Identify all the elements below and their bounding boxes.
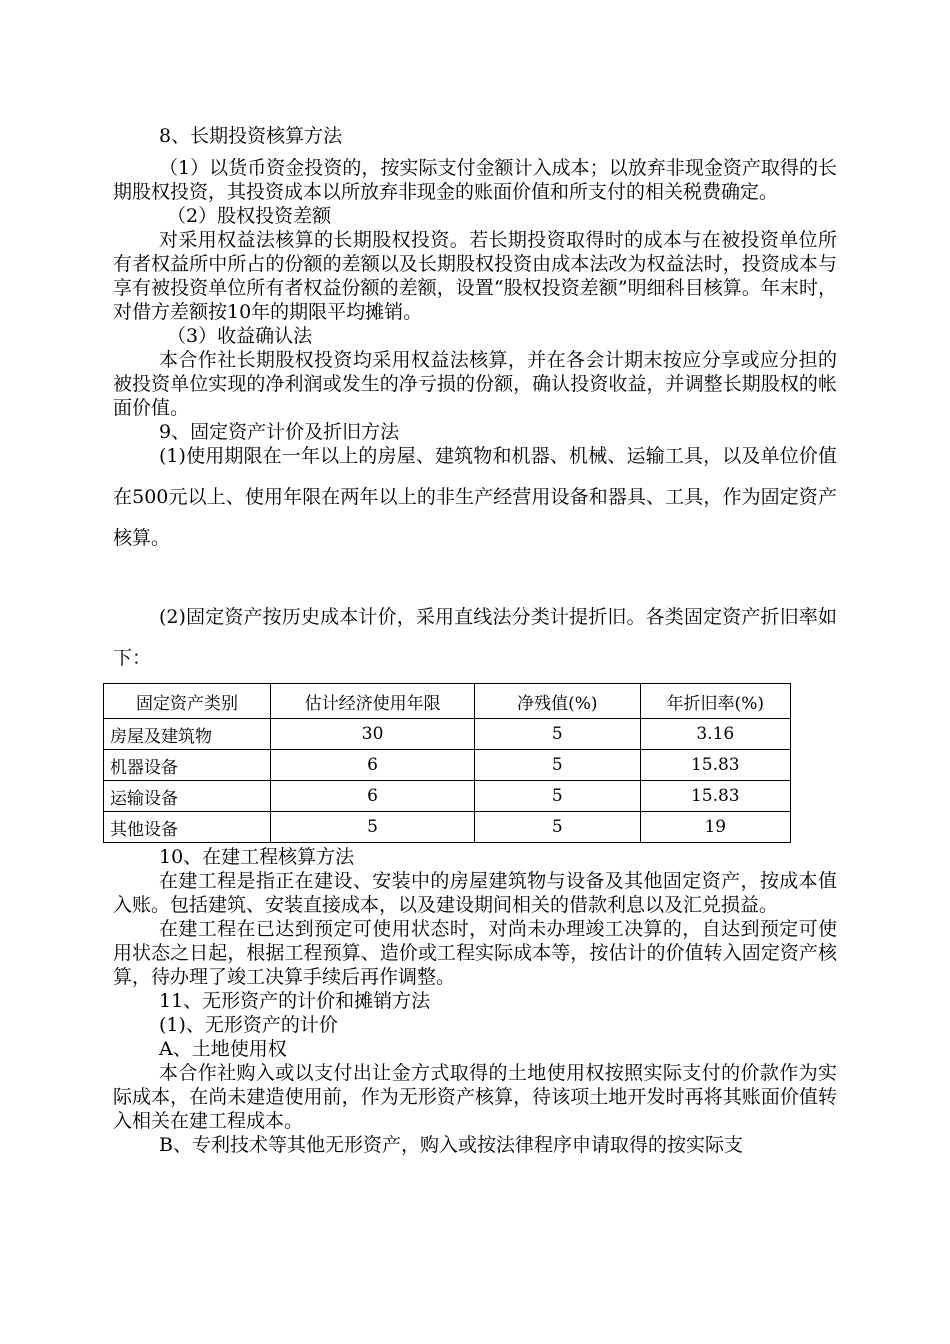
table-cell: 19: [640, 812, 790, 843]
table-cell: 15.83: [640, 750, 790, 781]
table-header-cell: 固定资产类别: [104, 684, 271, 719]
table-cell: 6: [271, 750, 475, 781]
section-8-para-3: 本合作社长期股权投资均采用权益法核算，并在各会计期末按应分享或应分担的被投资单位实现的净利润或发生的净亏损的份额，确认投资收益，并调整长期股权的帐面价值。: [113, 349, 837, 419]
section-8-subheading-2: （2）股权投资差额: [167, 205, 332, 227]
section-11-subheading-a: A、土地使用权: [159, 1038, 287, 1060]
table-header-cell: 净残值(%): [475, 684, 640, 719]
section-9-para-2: (2)固定资产按历史成本计价，采用直线法分类计提折旧。各类固定资产折旧率如下：: [113, 606, 837, 669]
section-9-para-1: (1)使用期限在一年以上的房屋、建筑物和机器、机械、运输工具，以及单位价值在500元以上、使用年限在两年以上的非生产经营用设备和器具、工具，作为固定资产核算。: [113, 445, 837, 549]
table-cell: 机器设备: [104, 750, 271, 781]
table-cell: 房屋及建筑物: [104, 719, 271, 750]
table-cell: 5: [271, 812, 475, 843]
table-cell: 6: [271, 781, 475, 812]
section-8-subheading-3: （3）收益确认法: [167, 325, 313, 347]
section-10-para-1: 在建工程是指正在建设、安装中的房屋建筑物与设备及其他固定资产，按成本值入账。包括建筑、安装直接成本，以及建设期间相关的借款利息以及汇兑损益。: [113, 870, 837, 916]
section-10-para-2: 在建工程在已达到预定可使用状态时，对尚未办理竣工决算的，自达到预定可使用状态之日起，根据工程预算、造价或工程实际成本等，按估计的价值转入固定资产核算，待办理了竣工决算手续后再作调整。: [113, 918, 837, 988]
depreciation-table: [103, 683, 791, 843]
table-row: [104, 781, 791, 812]
table-cell: 5: [475, 812, 640, 843]
table-row: [104, 719, 791, 750]
document-page: [110, 124, 837, 1157]
section-8-para-1: （1）以货币资金投资的，按实际支付金额计入成本；以放弃非现金资产取得的长期股权投资，其投资成本以所放弃非现金的账面价值和所支付的相关税费确定。: [113, 157, 837, 203]
section-8-title: 8、长期投资核算方法: [159, 125, 343, 147]
table-header-cell: 估计经济使用年限: [271, 684, 475, 719]
table-row: [104, 812, 791, 843]
table-cell: 运输设备: [104, 781, 271, 812]
section-11-para-a: 本合作社购入或以支付出让金方式取得的土地使用权按照实际支付的价款作为实际成本，在尚未建造使用前，作为无形资产核算，待该项土地开发时再将其账面价值转入相关在建工程成本。: [113, 1062, 837, 1132]
spacer: [113, 559, 837, 597]
table-cell: 其他设备: [104, 812, 271, 843]
table-header-row: [104, 684, 791, 719]
table-cell: 5: [475, 781, 640, 812]
table-cell: 30: [271, 719, 475, 750]
table-cell: 5: [475, 750, 640, 781]
section-11-title: 11、无形资产的计价和摊销方法: [159, 990, 431, 1012]
table-cell: 3.16: [640, 719, 790, 750]
section-10-title: 10、在建工程核算方法: [159, 846, 355, 868]
section-11-para-b: B、专利技术等其他无形资产，购入或按法律程序申请取得的按实际支: [159, 1134, 743, 1156]
section-11-subheading-1: (1)、无形资产的计价: [159, 1014, 338, 1036]
table-header-cell: 年折旧率(%): [640, 684, 790, 719]
table-cell: 15.83: [640, 781, 790, 812]
section-9-title: 9、固定资产计价及折旧方法: [159, 421, 400, 443]
table-row: [104, 750, 791, 781]
table-cell: 5: [475, 719, 640, 750]
section-8-para-2: 对采用权益法核算的长期股权投资。若长期投资取得时的成本与在被投资单位所有者权益所中所占的份额的差额以及长期股权投资由成本法改为权益法时，投资成本与享有被投资单位所有者权益份额的差额，设置“股权投资差额”明细科目核算。年末时，对借方差额按10年的期限平均摊销。: [113, 229, 837, 323]
